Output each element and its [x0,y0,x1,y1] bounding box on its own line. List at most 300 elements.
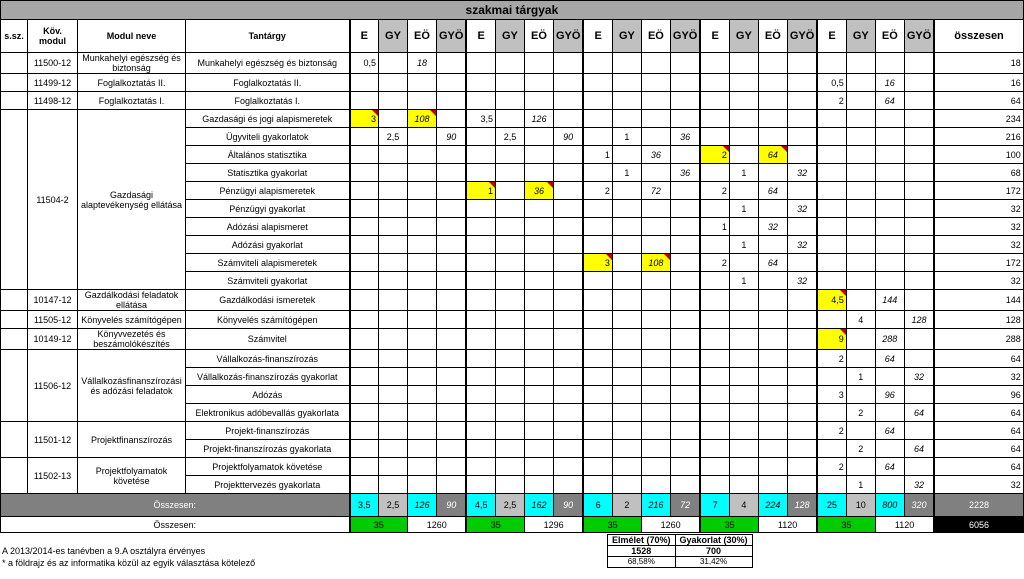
hours-cell [729,311,758,329]
hours-cell [758,422,787,440]
hours-cell [612,254,641,272]
subject-name: Adózási gyakorlat [186,236,350,254]
module-name: Munkahelyi egészség és biztonság [78,53,186,74]
hours-cell [612,422,641,440]
hours-cell [787,368,817,386]
hours-cell [408,440,437,458]
hours-cell [524,290,553,311]
hours-cell [553,422,583,440]
hours-cell [846,128,875,146]
hours-cell [350,350,379,368]
hours-cell: 1 [583,146,612,164]
totals-cell: 2 [612,494,641,517]
hours-cell [408,164,437,182]
hours-cell [904,74,934,92]
hours-cell [350,311,379,329]
year-theory-total: 35 [583,517,641,533]
hours-cell [670,272,700,290]
hours-cell [379,236,408,254]
hours-cell [700,53,729,74]
hours-cell [350,368,379,386]
subject-name: Vállalkozás-finanszírozás gyakorlat [186,368,350,386]
hours-cell [495,272,524,290]
hours-cell [758,53,787,74]
hours-cell [495,458,524,476]
hours-cell [817,440,846,458]
hours-cell: 126 [524,110,553,128]
hours-cell [379,272,408,290]
subject-name: Projekt-finanszírozás [186,422,350,440]
hours-cell [817,311,846,329]
hours-cell [437,350,467,368]
hours-cell [466,404,495,422]
hours-cell: 36 [524,182,553,200]
hours-cell [670,110,700,128]
row-total: 96 [934,386,1023,404]
header-col-eö: EÖ [875,20,904,53]
hours-cell [729,146,758,164]
hours-cell [758,200,787,218]
subject-name: Számvitel [186,329,350,350]
year-theory-total: 35 [466,517,524,533]
module-code: 11501-12 [28,422,78,458]
summary-table [607,534,753,568]
row-total: 32 [934,476,1023,494]
hours-cell [495,146,524,164]
hours-cell [437,440,467,458]
hours-cell [904,164,934,182]
hours-cell [437,74,467,92]
hours-cell [612,272,641,290]
year-hours-total: 1120 [758,517,817,533]
hours-cell: 2 [700,182,729,200]
hours-cell: 64 [904,440,934,458]
table-row [1,290,1024,311]
module-code: 11498-12 [28,92,78,110]
hours-cell [524,458,553,476]
row-total: 32 [934,368,1023,386]
hours-cell: 32 [787,236,817,254]
note-elective: * a földrajz és az informatika közül az egyik választása kötelező [2,558,256,568]
hours-cell [758,458,787,476]
row-number [1,92,28,110]
hours-cell [379,74,408,92]
totals-cell: 800 [875,494,904,517]
hours-cell: 64 [758,254,787,272]
hours-cell [437,92,467,110]
hours-cell [350,476,379,494]
hours-cell [729,440,758,458]
hours-cell [524,53,553,74]
hours-cell [466,350,495,368]
totals-cell: 6 [583,494,612,517]
hours-cell [846,272,875,290]
header-modul-neve: Modul neve [78,20,186,53]
hours-cell [817,110,846,128]
hours-cell [524,146,553,164]
hours-cell [700,476,729,494]
header-col-eö: EÖ [758,20,787,53]
row-number [1,350,28,422]
hours-cell [670,218,700,236]
header-col-gy: GY [495,20,524,53]
hours-cell [729,254,758,272]
hours-cell [553,476,583,494]
hours-cell [641,440,670,458]
subject-name: Vállalkozás-finanszírozás [186,350,350,368]
hours-cell [670,476,700,494]
hours-cell [729,422,758,440]
hours-cell [641,404,670,422]
hours-cell [846,218,875,236]
row-total: 100 [934,146,1023,164]
hours-cell [379,110,408,128]
hours-cell [904,146,934,164]
module-name: Projektfinanszírozás [78,422,186,458]
hours-cell [612,404,641,422]
hours-cell [553,368,583,386]
row-number [1,422,28,458]
hours-cell [641,311,670,329]
hours-cell [670,386,700,404]
row-number [1,110,28,290]
header-col-e: E [583,20,612,53]
hours-cell [787,218,817,236]
summary-practice-header: Gyakorlat (30%) [675,535,752,546]
table-row [1,53,1024,74]
hours-cell [495,110,524,128]
hours-cell [350,218,379,236]
hours-cell [437,236,467,254]
hours-cell: 64 [875,422,904,440]
hours-cell [729,110,758,128]
hours-cell [583,110,612,128]
hours-cell [437,218,467,236]
hours-cell: 1 [729,164,758,182]
subject-name: Általános statisztika [186,146,350,164]
hours-cell [875,236,904,254]
hours-cell [729,290,758,311]
hours-cell [583,128,612,146]
subject-name: Foglalkoztatás I. [186,92,350,110]
hours-cell [583,440,612,458]
hours-cell [787,458,817,476]
hours-cell [524,74,553,92]
hours-cell [670,236,700,254]
subject-name: Projekt-finanszírozás gyakorlata [186,440,350,458]
hours-cell [670,92,700,110]
hours-cell [379,350,408,368]
hours-cell [379,440,408,458]
header-col-gyö: GYÖ [437,20,467,53]
hours-cell [700,164,729,182]
hours-cell [641,476,670,494]
hours-cell [641,218,670,236]
hours-cell: 16 [875,74,904,92]
hours-cell [904,53,934,74]
hours-cell [350,128,379,146]
hours-cell [641,422,670,440]
row-total: 16 [934,74,1023,92]
hours-cell: 2 [817,92,846,110]
hours-cell [350,74,379,92]
hours-cell [758,440,787,458]
subject-name: Ügyviteli gyakorlatok [186,128,350,146]
hours-cell [583,290,612,311]
table-row [1,110,1024,128]
hours-cell [408,404,437,422]
hours-cell [408,272,437,290]
hours-cell [641,458,670,476]
hours-cell [817,254,846,272]
subject-name: Projekttervezés gyakorlata [186,476,350,494]
hours-cell: 36 [670,128,700,146]
hours-cell [729,92,758,110]
hours-cell [408,368,437,386]
totals-cell: 90 [553,494,583,517]
hours-cell [904,350,934,368]
hours-cell [553,218,583,236]
hours-cell: 1 [846,368,875,386]
hours-cell [817,146,846,164]
hours-cell [437,311,467,329]
hours-cell [700,110,729,128]
hours-cell [846,164,875,182]
hours-cell [437,386,467,404]
hours-cell [758,368,787,386]
hours-cell: 2 [817,350,846,368]
header-col-eö: EÖ [408,20,437,53]
hours-cell [700,236,729,254]
hours-cell [350,272,379,290]
hours-cell [787,182,817,200]
module-code: 11506-12 [28,350,78,422]
hours-cell [553,200,583,218]
hours-cell: 36 [641,146,670,164]
hours-cell [495,350,524,368]
subject-name: Projektfolyamatok követése [186,458,350,476]
hours-cell: 1 [466,182,495,200]
hours-cell: 64 [875,458,904,476]
row-total: 172 [934,254,1023,272]
hours-cell [758,272,787,290]
hours-cell [670,458,700,476]
hours-cell: 128 [904,311,934,329]
hours-cell: 3,5 [466,110,495,128]
hours-cell [583,311,612,329]
hours-cell [758,236,787,254]
hours-cell [670,311,700,329]
hours-cell [437,164,467,182]
year-theory-total: 35 [817,517,875,533]
hours-cell [904,200,934,218]
hours-cell [466,329,495,350]
hours-cell [729,350,758,368]
hours-cell [612,476,641,494]
totals-cell: 3,5 [350,494,379,517]
row-number [1,458,28,494]
hours-cell [437,290,467,311]
notes [2,545,255,569]
row-total: 32 [934,272,1023,290]
subject-name: Foglalkoztatás II. [186,74,350,92]
hours-cell: 64 [875,92,904,110]
hours-cell [495,92,524,110]
hours-cell [495,404,524,422]
hours-cell [641,164,670,182]
hours-cell [787,128,817,146]
hours-cell [466,290,495,311]
hours-cell [553,440,583,458]
hours-cell: 4,5 [817,290,846,311]
module-name: Foglalkoztatás II. [78,74,186,92]
hours-cell: 1 [612,128,641,146]
hours-cell [904,290,934,311]
table-row [1,92,1024,110]
hours-cell: 32 [787,164,817,182]
hours-cell [612,200,641,218]
row-total: 64 [934,92,1023,110]
hours-cell [875,146,904,164]
header-col-e: E [466,20,495,53]
hours-cell [408,311,437,329]
hours-cell [495,182,524,200]
hours-cell [758,404,787,422]
hours-cell [817,164,846,182]
hours-cell [817,236,846,254]
hours-cell [700,128,729,146]
hours-cell [758,311,787,329]
hours-cell: 2 [583,182,612,200]
subject-name: Statisztika gyakorlat [186,164,350,182]
hours-cell [700,458,729,476]
hours-cell: 1 [612,164,641,182]
hours-cell [379,53,408,74]
row-total: 32 [934,200,1023,218]
hours-cell [758,386,787,404]
hours-cell [437,200,467,218]
hours-cell [641,386,670,404]
hours-cell [904,128,934,146]
hours-cell [408,458,437,476]
table-row [1,350,1024,368]
hours-cell [787,311,817,329]
hours-cell [846,110,875,128]
hours-cell [875,53,904,74]
hours-cell [553,254,583,272]
hours-cell [495,422,524,440]
hours-cell [524,404,553,422]
hours-cell [350,290,379,311]
hours-cell [466,476,495,494]
hours-cell [495,476,524,494]
summary-theory-header: Elmélet (70%) [608,535,676,546]
hours-cell [553,236,583,254]
row-number [1,53,28,74]
totals-cell: 4 [729,494,758,517]
totals-grand: 2228 [934,494,1023,517]
hours-cell [553,110,583,128]
hours-cell [641,128,670,146]
hours-cell: 1 [700,218,729,236]
hours-cell [670,350,700,368]
hours-cell [904,272,934,290]
hours-cell [553,164,583,182]
hours-cell [495,311,524,329]
hours-cell [846,182,875,200]
hours-cell [437,368,467,386]
hours-cell [350,236,379,254]
totals2-grand: 6056 [934,517,1023,533]
hours-cell [758,329,787,350]
hours-cell [758,92,787,110]
hours-cell [904,329,934,350]
row-total: 64 [934,422,1023,440]
module-code: 10149-12 [28,329,78,350]
row-total: 32 [934,236,1023,254]
subject-name: Számviteli alapismeretek [186,254,350,272]
subject-name: Elektronikus adóbevallás gyakorlata [186,404,350,422]
hours-cell: 1 [729,200,758,218]
hours-cell [408,92,437,110]
hours-cell [466,146,495,164]
hours-cell [466,92,495,110]
hours-cell: 32 [904,476,934,494]
hours-cell [787,440,817,458]
totals-label: Összesen: [1,494,350,517]
hours-cell [846,350,875,368]
hours-cell: 3 [817,386,846,404]
table-row [1,458,1024,476]
hours-cell [817,128,846,146]
hours-cell [700,272,729,290]
hours-cell: 2 [700,146,729,164]
module-name: Könyvvezetés és beszámolókészítés [78,329,186,350]
row-total: 288 [934,329,1023,350]
hours-cell [904,110,934,128]
hours-cell [758,350,787,368]
row-total: 68 [934,164,1023,182]
row-number [1,329,28,350]
hours-cell [670,200,700,218]
row-total: 128 [934,311,1023,329]
totals-cell: 224 [758,494,787,517]
hours-cell [379,164,408,182]
hours-cell [466,218,495,236]
subject-name: Adózás [186,386,350,404]
hours-cell [787,254,817,272]
hours-cell [817,53,846,74]
hours-cell [612,350,641,368]
hours-cell [729,458,758,476]
hours-cell [553,146,583,164]
hours-cell [553,182,583,200]
hours-cell [524,422,553,440]
hours-cell [787,74,817,92]
hours-cell [466,53,495,74]
hours-cell: 72 [641,182,670,200]
hours-cell [875,200,904,218]
hours-cell [670,254,700,272]
totals-cell: 2,5 [379,494,408,517]
hours-cell [524,236,553,254]
hours-cell [904,236,934,254]
header-col-e: E [350,20,379,53]
hours-cell [553,350,583,368]
hours-cell [817,218,846,236]
hours-cell: 64 [904,404,934,422]
hours-cell [524,200,553,218]
